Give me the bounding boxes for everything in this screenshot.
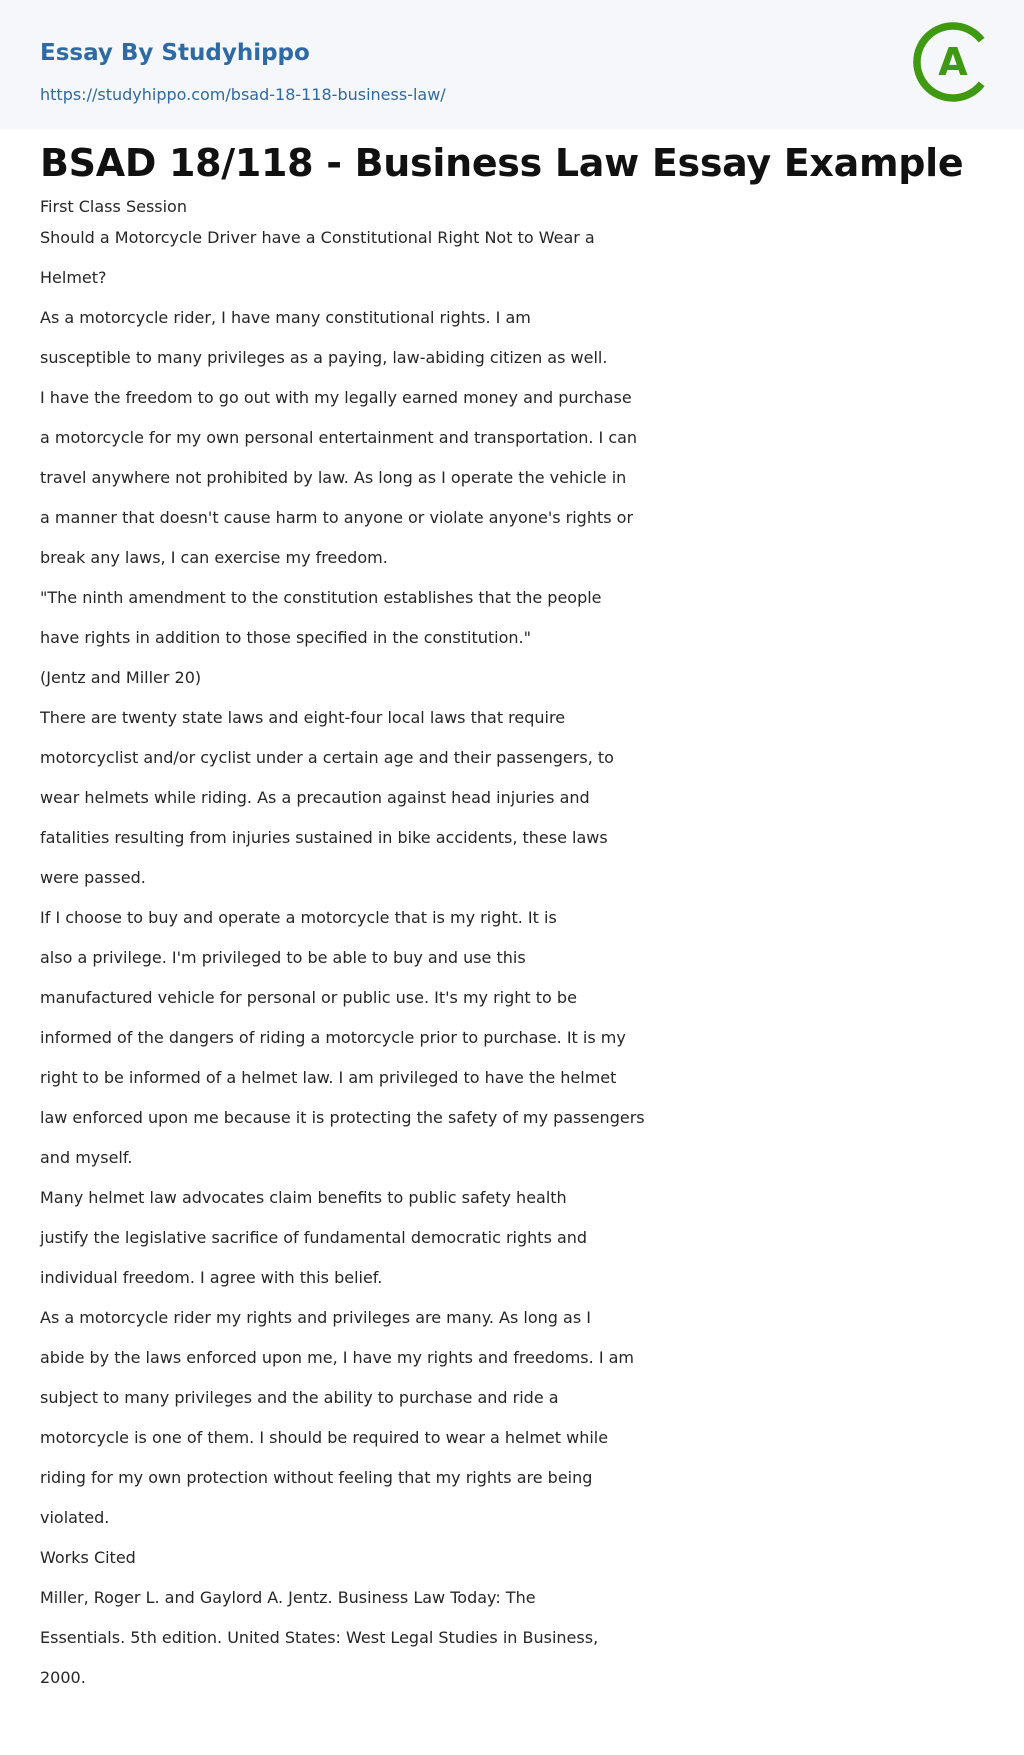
essay-line: susceptible to many privileges as a paying, law-abiding citizen as well.	[40, 348, 608, 367]
essay-line: Miller, Roger L. and Gaylord A. Jentz. Business Law Today: The	[40, 1588, 536, 1607]
page-title: BSAD 18/118 - Business Law Essay Example	[40, 141, 964, 185]
essay-line: (Jentz and Miller 20)	[40, 668, 202, 687]
essay-line: justify the legislative sacrifice of fundamental democratic rights and	[40, 1228, 588, 1247]
essay-line: travel anywhere not prohibited by law. As long as I operate the vehicle in	[40, 468, 627, 487]
studyhippo-logo-icon[interactable]	[909, 18, 997, 106]
essay-line: break any laws, I can exercise my freedom.	[40, 548, 388, 567]
essay-line: Essentials. 5th edition. United States: West Legal Studies in Business,	[40, 1628, 599, 1647]
essay-line: law enforced upon me because it is protecting the safety of my passengers	[40, 1108, 645, 1127]
essay-line: motorcycle is one of them. I should be required to wear a helmet while	[40, 1428, 609, 1447]
essay-body	[40, 190, 700, 1703]
essay-line: "The ninth amendment to the constitution establishes that the people	[40, 588, 602, 607]
essay-line: 2000.	[40, 1668, 86, 1687]
essay-line: riding for my own protection without feeling that my rights are being	[40, 1468, 593, 1487]
essay-line: individual freedom. I agree with this belief.	[40, 1268, 383, 1287]
essay-line: violated.	[40, 1508, 110, 1527]
essay-line: I have the freedom to go out with my legally earned money and purchase	[40, 388, 632, 407]
essay-line: There are twenty state laws and eight-four local laws that require	[40, 708, 566, 727]
essay-line: Helmet?	[40, 268, 107, 287]
essay-line: manufactured vehicle for personal or public use. It's my right to be	[40, 988, 577, 1007]
essay-line: fatalities resulting from injuries sustained in bike accidents, these laws	[40, 828, 608, 847]
essay-line: were passed.	[40, 868, 146, 887]
essay-line: also a privilege. I'm privileged to be able to buy and use this	[40, 948, 526, 967]
essay-line: Works Cited	[40, 1548, 136, 1567]
essay-line: abide by the laws enforced upon me, I have my rights and freedoms. I am	[40, 1348, 635, 1367]
essay-line: First Class Session	[40, 197, 187, 216]
essay-line: If I choose to buy and operate a motorcycle that is my right. It is	[40, 908, 557, 927]
essay-line: right to be informed of a helmet law. I am privileged to have the helmet	[40, 1068, 617, 1087]
essay-line: have rights in addition to those specified in the constitution."	[40, 628, 531, 647]
brand-title[interactable]: Essay By Studyhippo	[40, 40, 310, 66]
essay-line: informed of the dangers of riding a motorcycle prior to purchase. It is my	[40, 1028, 626, 1047]
essay-line: a motorcycle for my own personal entertainment and transportation. I can	[40, 428, 638, 447]
essay-line: motorcyclist and/or cyclist under a certain age and their passengers, to	[40, 748, 614, 767]
source-url-link[interactable]: https://studyhippo.com/bsad-18-118-business-law/	[40, 85, 446, 104]
essay-line: As a motorcycle rider, I have many constitutional rights. I am	[40, 308, 531, 327]
essay-line: a manner that doesn't cause harm to anyone or violate anyone's rights or	[40, 508, 634, 527]
essay-line: As a motorcycle rider my rights and privileges are many. As long as I	[40, 1308, 591, 1327]
essay-line: subject to many privileges and the ability to purchase and ride a	[40, 1388, 559, 1407]
essay-line: Should a Motorcycle Driver have a Constitutional Right Not to Wear a	[40, 228, 595, 247]
essay-line: and myself.	[40, 1148, 133, 1167]
essay-line: wear helmets while riding. As a precaution against head injuries and	[40, 788, 590, 807]
essay-line: Many helmet law advocates claim benefits to public safety health	[40, 1188, 567, 1207]
site-header	[0, 0, 1024, 129]
logo-letter: A	[938, 40, 968, 84]
